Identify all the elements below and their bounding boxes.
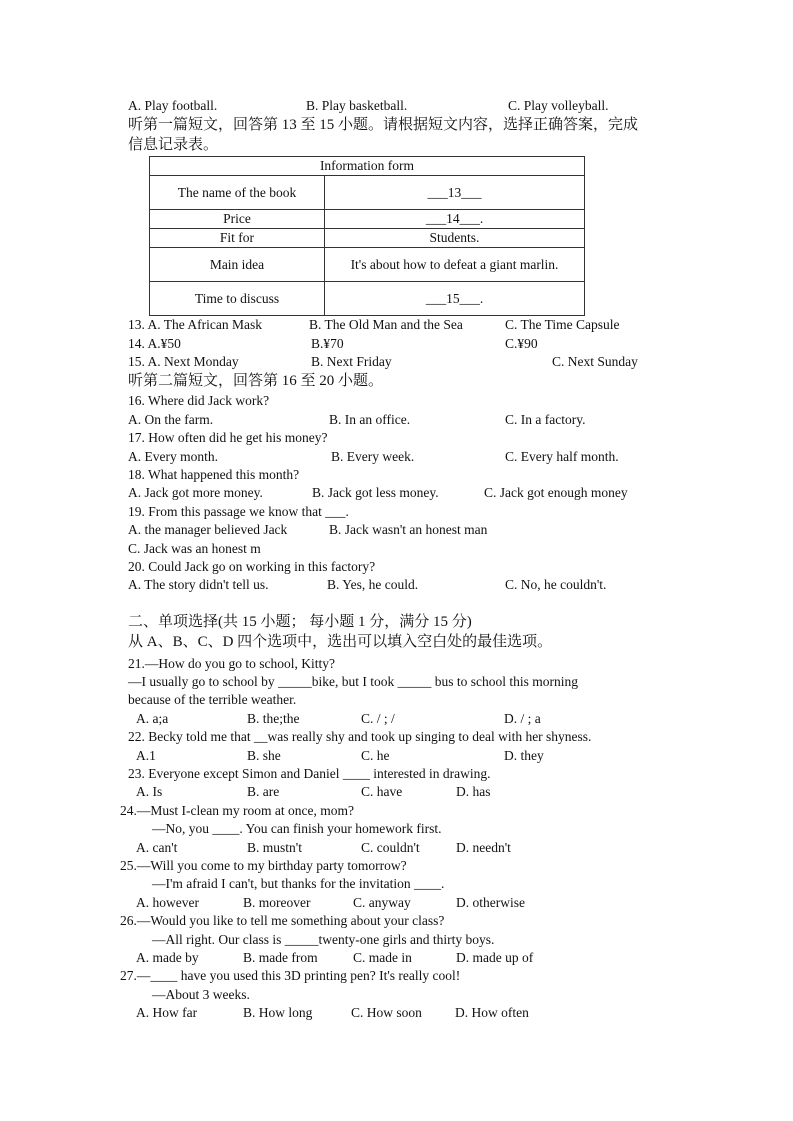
q25-line-1: 25.—Will you come to my birthday party tomorrow? (120, 858, 407, 873)
q13-option-a: 13. A. The African Mask (128, 317, 262, 332)
q21-line-2: —I usually go to school by _____bike, but I took _____ bus to school this morning (128, 674, 578, 689)
q21-option-c: C. / ; / (361, 711, 395, 726)
table-cell-value: Students. (325, 229, 585, 248)
q24-line-1: 24.—Must I-clean my room at once, mom? (120, 803, 354, 818)
q22-line-1: 22. Becky told me that __was really shy and took up singing to deal with her shyness. (128, 729, 592, 744)
table-title: Information form (150, 157, 585, 176)
q26-option-b: B. made from (243, 950, 318, 965)
table-cell-label: Price (150, 210, 325, 229)
q25-option-b: B. moreover (243, 895, 311, 910)
q26-line-1: 26.—Would you like to tell me something about your class? (120, 913, 445, 928)
information-form-table (149, 156, 585, 316)
table-cell-value: It's about how to defeat a giant marlin. (325, 248, 585, 282)
q26-option-d: D. made up of (456, 950, 534, 965)
q23-line-1: 23. Everyone except Simon and Daniel ____ interested in drawing. (128, 766, 491, 781)
q14-option-c: C.¥90 (505, 336, 538, 351)
q12-option-c: C. Play volleyball. (508, 98, 609, 113)
q25-line-2: —I'm afraid I can't, but thanks for the invitation ____. (152, 876, 445, 891)
q20-question: 20. Could Jack go on working in this factory? (128, 559, 376, 574)
passage1-instruction-cont: 信息记录表。 (128, 137, 219, 153)
q24-option-b: B. mustn't (247, 840, 302, 855)
q12-option-b: B. Play basketball. (306, 98, 408, 113)
q21-option-b: B. the;the (247, 711, 300, 726)
q23-option-c: C. have (361, 784, 403, 799)
q15-option-c: C. Next Sunday (552, 354, 638, 369)
q27-option-b: B. How long (243, 1005, 313, 1020)
table-row (150, 282, 585, 316)
q24-line-2: —No, you ____. You can finish your homework first. (152, 821, 442, 836)
q18-option-c: C. Jack got enough money (484, 485, 628, 500)
q26-line-2: —All right. Our class is _____twenty-one girls and thirty boys. (152, 932, 495, 947)
passage2-instruction: 听第二篇短文，回答第 16 至 20 小题。 (128, 373, 384, 389)
q13-option-b: B. The Old Man and the Sea (309, 317, 463, 332)
q27-line-1: 27.—____ have you used this 3D printing pen? It's really cool! (120, 968, 461, 983)
q22-option-c: C. he (361, 748, 390, 763)
q25-option-a: A. however (136, 895, 199, 910)
q25-option-d: D. otherwise (456, 895, 525, 910)
q24-option-d: D. needn't (456, 840, 511, 855)
q19-question: 19. From this passage we know that ___. (128, 504, 349, 519)
q13-option-c: C. The Time Capsule (505, 317, 620, 332)
q20-option-b: B. Yes, he could. (327, 577, 419, 592)
q17-question: 17. How often did he get his money? (128, 430, 328, 445)
q18-question: 18. What happened this month? (128, 467, 300, 482)
q16-option-a: A. On the farm. (128, 412, 214, 427)
q17-option-b: B. Every week. (331, 449, 415, 464)
q25-option-c: C. anyway (353, 895, 411, 910)
q23-option-b: B. are (247, 784, 280, 799)
table-cell-value: ___15___. (325, 282, 585, 316)
section2-title: 二、单项选择(共 15 小题； 每小题 1 分，满分 15 分) (128, 614, 472, 630)
q21-line-3: because of the terrible weather. (128, 692, 297, 707)
table-cell-label: Fit for (150, 229, 325, 248)
q15-option-a: 15. A. Next Monday (128, 354, 239, 369)
q22-option-a: A.1 (136, 748, 156, 763)
table-row (150, 248, 585, 282)
q26-option-c: C. made in (353, 950, 412, 965)
q18-option-a: A. Jack got more money. (128, 485, 263, 500)
q23-option-a: A. Is (136, 784, 163, 799)
section2-instruction: 从 A、B、C、D 四个选项中，选出可以填入空白处的最佳选项。 (128, 634, 553, 650)
q20-option-a: A. The story didn't tell us. (128, 577, 269, 592)
q27-option-d: D. How often (455, 1005, 529, 1020)
q14-option-a: 14. A.¥50 (128, 336, 181, 351)
q17-option-a: A. Every month. (128, 449, 218, 464)
q12-option-a: A. Play football. (128, 98, 218, 113)
q14-option-b: B.¥70 (311, 336, 344, 351)
q19-option-c: C. Jack was an honest m (128, 541, 261, 556)
passage1-instruction: 听第一篇短文，回答第 13 至 15 小题。请根据短文内容，选择正确答案，完成 (128, 117, 639, 133)
q19-option-a: A. the manager believed Jack (128, 522, 288, 537)
q16-question: 16. Where did Jack work? (128, 393, 270, 408)
q18-option-b: B. Jack got less money. (312, 485, 439, 500)
table-row (150, 210, 585, 229)
q15-option-b: B. Next Friday (311, 354, 392, 369)
table-cell-label: The name of the book (150, 176, 325, 210)
q23-option-d: D. has (456, 784, 491, 799)
q16-option-c: C. In a factory. (505, 412, 586, 427)
q24-option-c: C. couldn't (361, 840, 420, 855)
q27-option-a: A. How far (136, 1005, 198, 1020)
q22-option-b: B. she (247, 748, 281, 763)
q26-option-a: A. made by (136, 950, 199, 965)
table-row (150, 176, 585, 210)
table-cell-value: ___13___ (325, 176, 585, 210)
q21-option-a: A. a;a (136, 711, 169, 726)
q17-option-c: C. Every half month. (505, 449, 619, 464)
table-row (150, 229, 585, 248)
q27-option-c: C. How soon (351, 1005, 422, 1020)
q24-option-a: A. can't (136, 840, 178, 855)
q21-line-1: 21.—How do you go to school, Kitty? (128, 656, 335, 671)
q12-options (0, 97, 793, 115)
q27-line-2: —About 3 weeks. (152, 987, 250, 1002)
q20-option-c: C. No, he couldn't. (505, 577, 607, 592)
table-cell-label: Time to discuss (150, 282, 325, 316)
q16-option-b: B. In an office. (329, 412, 411, 427)
q22-option-d: D. they (504, 748, 544, 763)
table-cell-label: Main idea (150, 248, 325, 282)
q21-option-d: D. / ; a (504, 711, 541, 726)
q19-option-b: B. Jack wasn't an honest man (329, 522, 488, 537)
table-cell-value: ___14___. (325, 210, 585, 229)
